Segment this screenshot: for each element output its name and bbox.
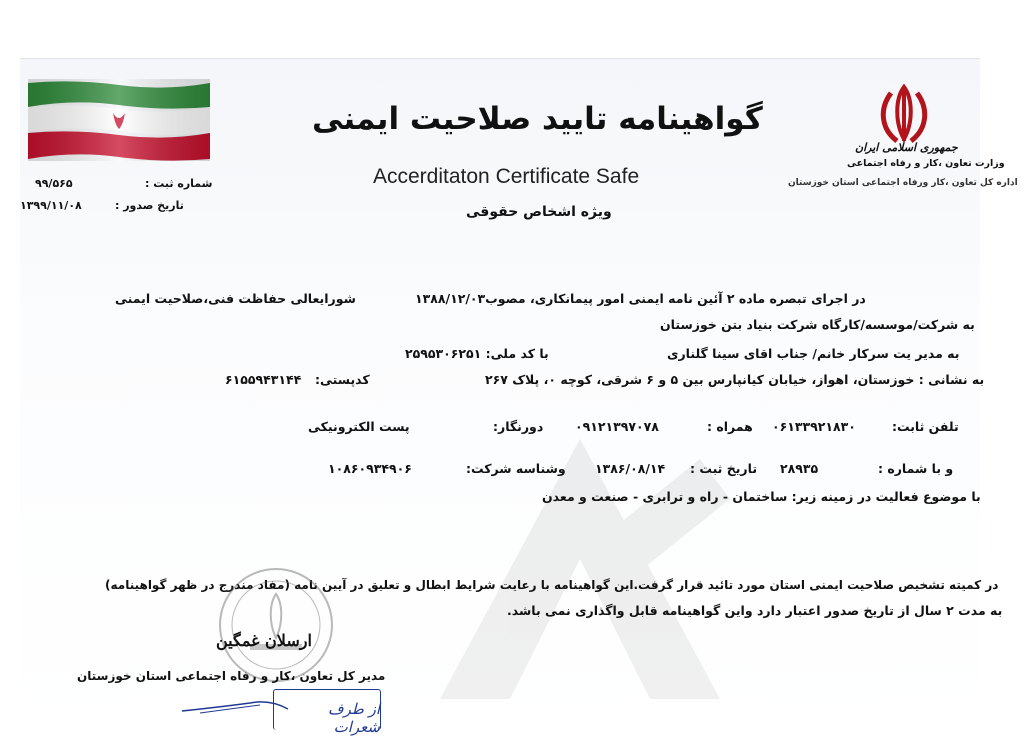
postal-value: ۶۱۵۵۹۴۳۱۴۴ — [225, 372, 302, 387]
company-id-label: وشناسه شرکت: — [466, 461, 566, 476]
signatory-name: ارسلان غمگین — [216, 631, 312, 650]
number-value: ۲۸۹۳۵ — [780, 461, 819, 476]
sign-stamp-text: از طرف شعرات — [328, 700, 380, 736]
iran-emblem-icon — [875, 83, 933, 149]
company-id-value: ۱۰۸۶۰۹۳۴۹۰۶ — [328, 461, 412, 476]
phone-label: تلفن ثابت: — [892, 419, 959, 434]
address: به نشانی : خوزستان، اهواز، خیابان کیانپارس بین ۵ و ۶ شرقی، کوچه ۰، پلاک ۲۶۷ — [485, 372, 985, 387]
registration-date-value: ۱۳۸۶/۰۸/۱۴ — [595, 461, 666, 476]
official-seal-icon — [215, 564, 337, 686]
body-line-1a: در اجرای تبصره ماده ۲ آئین نامه ایمنی امور پیمانکاری، مصوب۱۳۸۸/۱۲/۰۳ — [415, 291, 866, 306]
conclusion-line-1: در کمیته تشخیص صلاحیت ایمنی استان مورد تائید قرار گرفت.این گواهینامه با رعایت شرایط ابطال و تعلیق در آیین نامه (مفاد مندرج در ظهر گواهینامه) — [105, 578, 999, 592]
certificate-page — [20, 58, 1018, 736]
postal-label: کدپستی: — [315, 372, 370, 387]
issue-date-value: ۱۳۹۹/۱۱/۰۸ — [20, 199, 82, 212]
phone-value: ۰۶۱۳۳۹۲۱۸۳۰ — [772, 419, 856, 434]
email-label: پست الکترونیکی — [308, 419, 410, 434]
directorate-name: اداره کل تعاون ،کار ورفاه اجتماعی استان خوزستان — [788, 178, 1018, 188]
registration-value: ۹۹/۵۶۵ — [35, 177, 73, 190]
subtitle: ویژه اشخاص حقوقی — [466, 204, 612, 220]
issue-date-label: تاریخ صدور : — [115, 199, 184, 212]
mobile-label: همراه : — [707, 419, 753, 434]
manager-name: به مدیر یت سرکار خانم/ جناب اقای سینا گلناری — [667, 346, 960, 361]
signatory-title: مدیر کل تعاون ،کار و رفاه اجتماعی استان خوزستان — [77, 669, 386, 683]
iran-flag-icon — [28, 79, 210, 161]
activity-subject: با موضوع فعالیت در زمینه زیر: ساختمان - راه و ترابری - صنعت و معدن — [542, 489, 981, 504]
registration-date-label: تاریخ ثبت : — [690, 461, 758, 476]
number-label: و با شماره : — [878, 461, 954, 476]
national-code: با کد ملی: ۲۵۹۵۳۰۶۲۵۱ — [405, 346, 549, 361]
body-line-1b: شورایعالی حفاظت فنی،صلاحیت ایمنی — [115, 291, 356, 306]
mobile-value: ۰۹۱۲۱۳۹۷۰۷۸ — [575, 419, 659, 434]
ministry-name: وزارت تعاون ،کار و رفاه اجتماعی — [847, 158, 1005, 169]
title-persian: گواهینامه تایید صلاحیت ایمنی — [312, 101, 763, 137]
conclusion-line-2: به مدت ۲ سال از تاریخ صدور اعتبار دارد واین گواهینامه قابل واگذاری نمی باشد. — [507, 603, 1003, 618]
sign-stamp — [273, 689, 381, 736]
body-line-2: به شرکت/موسسه/کارگاه شرکت بنیاد بتن خوزستان — [660, 317, 975, 332]
registration-label: شماره ثبت : — [145, 177, 213, 190]
fax-label: دورنگار: — [493, 419, 544, 434]
republic-name: جمهوری اسلامی ایران — [855, 141, 958, 154]
title-english: Accerditaton Certificate Safe — [373, 165, 640, 188]
